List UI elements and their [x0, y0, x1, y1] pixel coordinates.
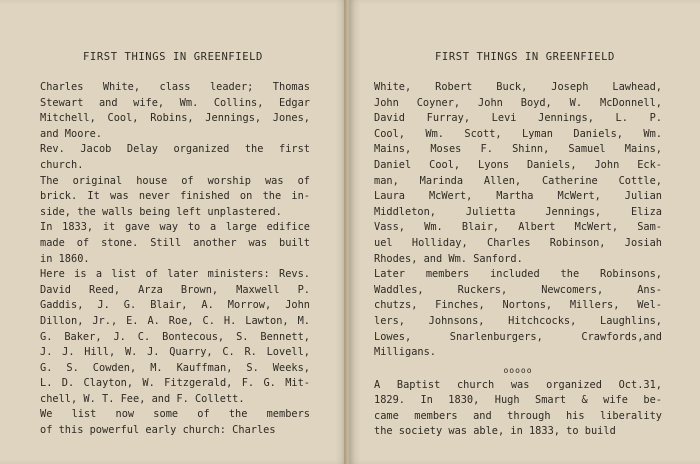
right-page	[350, 0, 700, 464]
text-line: White, Robert Buck, Joseph Lawhead,	[374, 81, 662, 93]
text-line: Cool, Wm. Scott, Lyman Daniels, Wm.	[374, 127, 662, 140]
text-line: of this powerful early church: Charles	[40, 424, 276, 437]
text-line: 1829. In 1830, Hugh Smart & wife be-	[374, 394, 662, 407]
text-line: Milligans.	[374, 346, 436, 359]
text-line: Laura McWert, Martha McWert, Julian	[374, 190, 662, 203]
text-line: uel Holliday, Charles Robinson, Josiah	[374, 236, 662, 249]
text-line: chell, W. T. Fee, and F. Collett.	[40, 392, 245, 405]
text-line: J. J. Hill, W. J. Quarry, C. R. Lovell,	[40, 346, 310, 359]
text-line: In 1833, it gave way to a large edifice	[40, 221, 310, 234]
text-line: Gaddis, J. G. Blair, A. Morrow, John	[40, 299, 310, 312]
text-line: man, Marinda Allen, Catherine Cottle,	[374, 174, 662, 187]
left-page	[0, 0, 346, 464]
text-line: Lowes, Snarlenburgers, Crawfords,and	[374, 330, 662, 343]
text-line: G. Baker, J. C. Bontecous, S. Bennett,	[40, 330, 310, 343]
text-line: came members and through his liberality	[374, 409, 662, 422]
separator-ornament: ooooo	[503, 365, 533, 375]
left-page-body	[40, 80, 310, 439]
text-line: brick. It was never finished on the in-	[40, 190, 310, 203]
text-line: the society was able, in 1833, to build	[374, 425, 616, 438]
text-line: in 1860.	[40, 252, 90, 265]
text-line: Rev. Jacob Delay organized the first	[40, 143, 310, 156]
text-line: Stewart and wife, Wm. Collins, Edgar	[40, 96, 310, 109]
text-line: side, the walls being left unplastered.	[40, 205, 282, 218]
text-line: Charles White, class leader; Thomas	[40, 81, 310, 93]
text-line: lers, Johnsons, Hitchcocks, Laughlins,	[374, 314, 662, 327]
right-page-body	[374, 80, 662, 440]
text-line: L. D. Clayton, W. Fitzgerald, F. G. Mit-	[40, 377, 310, 390]
text-line: David Reed, Arza Brown, Maxwell P.	[40, 283, 310, 296]
section-separator	[374, 361, 662, 378]
text-line: church.	[40, 158, 84, 171]
text-line: Mains, Moses F. Shinn, Samuel Mains,	[374, 143, 662, 156]
text-line: Later members included the Robinsons,	[374, 268, 662, 281]
text-line: and Moore.	[40, 127, 102, 140]
text-line: G. S. Cowden, M. Kauffman, S. Weeks,	[40, 361, 310, 374]
text-line: Here is a list of later ministers: Revs.	[40, 268, 310, 281]
text-line: David Furray, Levi Jennings, L. P.	[374, 112, 662, 125]
text-line: Vass, Wm. Blair, Albert McWert, Sam-	[374, 221, 662, 234]
text-line: Daniel Cool, Lyons Daniels, John Eck-	[374, 158, 662, 171]
text-line: made of stone. Still another was built	[40, 236, 310, 249]
text-line: Rhodes, and Wm. Sanford.	[374, 252, 523, 265]
text-line: The original house of worship was of	[40, 174, 310, 187]
text-line: Mitchell, Cool, Robins, Jennings, Jones,	[40, 112, 310, 125]
text-line: Waddles, Ruckers, Newcomers, Ans-	[374, 283, 662, 296]
text-line: John Coyner, John Boyd, W. McDonnell,	[374, 96, 662, 109]
text-line: A Baptist church was organized Oct.31,	[374, 378, 662, 391]
text-line: Dillon, Jr., E. A. Roe, C. H. Lawton, M.	[40, 314, 310, 327]
page-heading: FIRST THINGS IN GREENFIELD	[435, 51, 615, 63]
text-line: Middleton, Julietta Jennings, Eliza	[374, 205, 662, 218]
text-line: We list now some of the members	[40, 408, 310, 421]
page-heading: FIRST THINGS IN GREENFIELD	[83, 51, 263, 63]
text-line: chutzs, Finches, Nortons, Millers, Wel-	[374, 299, 662, 312]
